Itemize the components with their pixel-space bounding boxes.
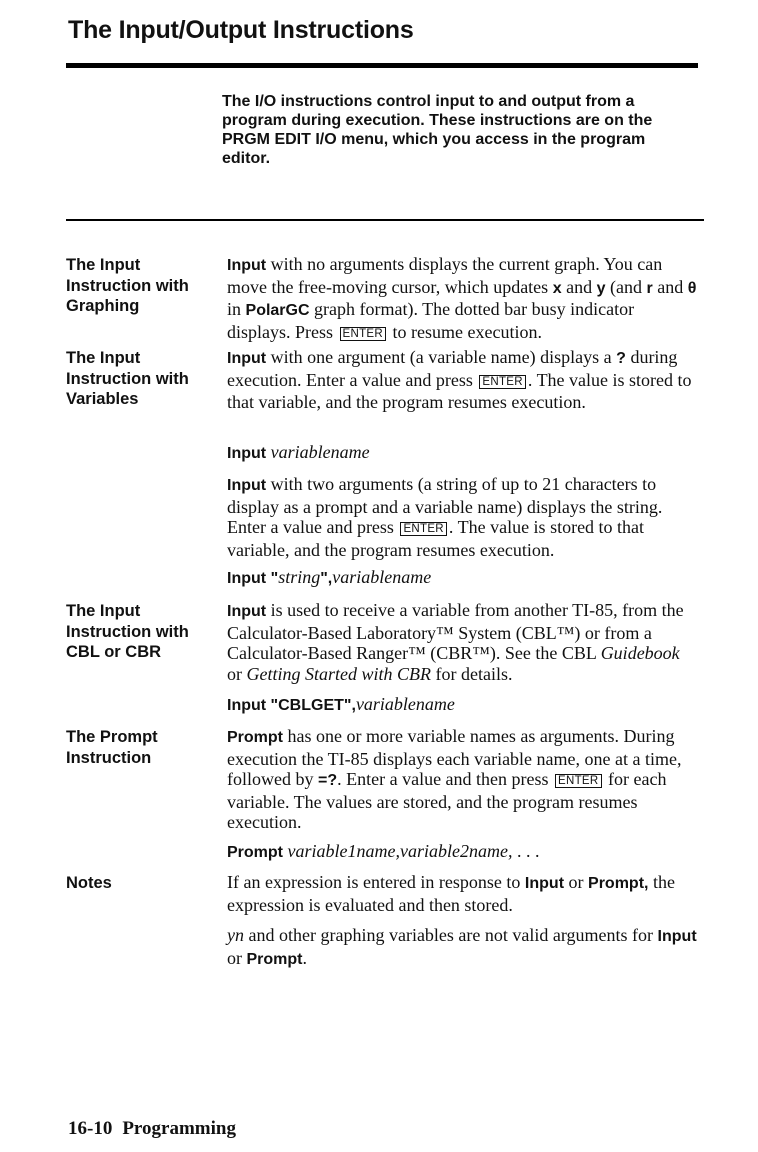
- heading-input-cbl: The Input Instruction with CBL or CBR: [66, 602, 189, 661]
- chapter-name: Programming: [122, 1118, 236, 1139]
- syntax-input-cblget: Input "CBLGET",variablename: [227, 694, 455, 714]
- page-footer: [68, 1118, 236, 1140]
- page-title: The Input/Output Instructions: [68, 16, 414, 44]
- enter-key-icon: ENTER: [555, 774, 601, 788]
- paragraph-input-variables: Input with one argument (a variable name) displays a ? during execution. Enter a value and press ENTER . The value is stored to that variable, and the program resumes execution.: [227, 347, 692, 412]
- paragraph-input-string: Input with two arguments (a string of up to 21 characters to display as a prompt and a variable name) displays the string. Enter a value and press ENTER . The value is stored to that variable, and the program resumes execution.: [227, 474, 663, 560]
- paragraph-prompt: Prompt has one or more variable names as arguments. During execution the TI-85 displays each variable name, one at a time, followed by =?. Enter a value and then press ENTER for each variable. The values are stored, and the program resumes execution.: [227, 726, 682, 832]
- enter-key-icon: ENTER: [340, 327, 386, 341]
- intro-paragraph: The I/O instructions control input to and output from a program during execution. These instructions are on the PRGM EDIT I/O menu, which you access in the program editor.: [222, 93, 653, 167]
- heading-input-variables: The Input Instruction with Variables: [66, 349, 189, 408]
- heading-input-graphing: The Input Instruction with Graphing: [66, 256, 189, 315]
- paragraph-input-graphing: Input with no arguments displays the current graph. You can move the free-moving cursor, which updates x and y (and r and θ in PolarGC graph format). The dotted bar busy indicator displays. Press ENTER to resume execution.: [227, 254, 697, 342]
- paragraph-notes-1: If an expression is entered in response to Input or Prompt, the expression is evaluated and then stored.: [227, 872, 675, 915]
- syntax-input-string: Input "string",variablename: [227, 567, 432, 587]
- page-number: 16-10: [68, 1118, 113, 1139]
- enter-key-icon: ENTER: [479, 375, 525, 389]
- heading-prompt: The Prompt Instruction: [66, 728, 158, 767]
- syntax-prompt: Prompt variable1name,variable2name, . . .: [227, 841, 540, 861]
- enter-key-icon: ENTER: [400, 522, 446, 536]
- paragraph-input-cbl: Input is used to receive a variable from another TI-85, from the Calculator-Based Laboratory™ System (CBL™) or from a Calculator-Based Ranger™ (CBR™). See the CBL Guidebook or Getting Started with CBR for details.: [227, 600, 684, 684]
- title-rule: [66, 63, 698, 68]
- heading-notes: Notes: [66, 874, 112, 892]
- paragraph-notes-2: yn and other graphing variables are not valid arguments for Input or Prompt.: [227, 925, 697, 968]
- section-rule: [66, 219, 704, 221]
- syntax-input-variable: Input variablename: [227, 442, 370, 462]
